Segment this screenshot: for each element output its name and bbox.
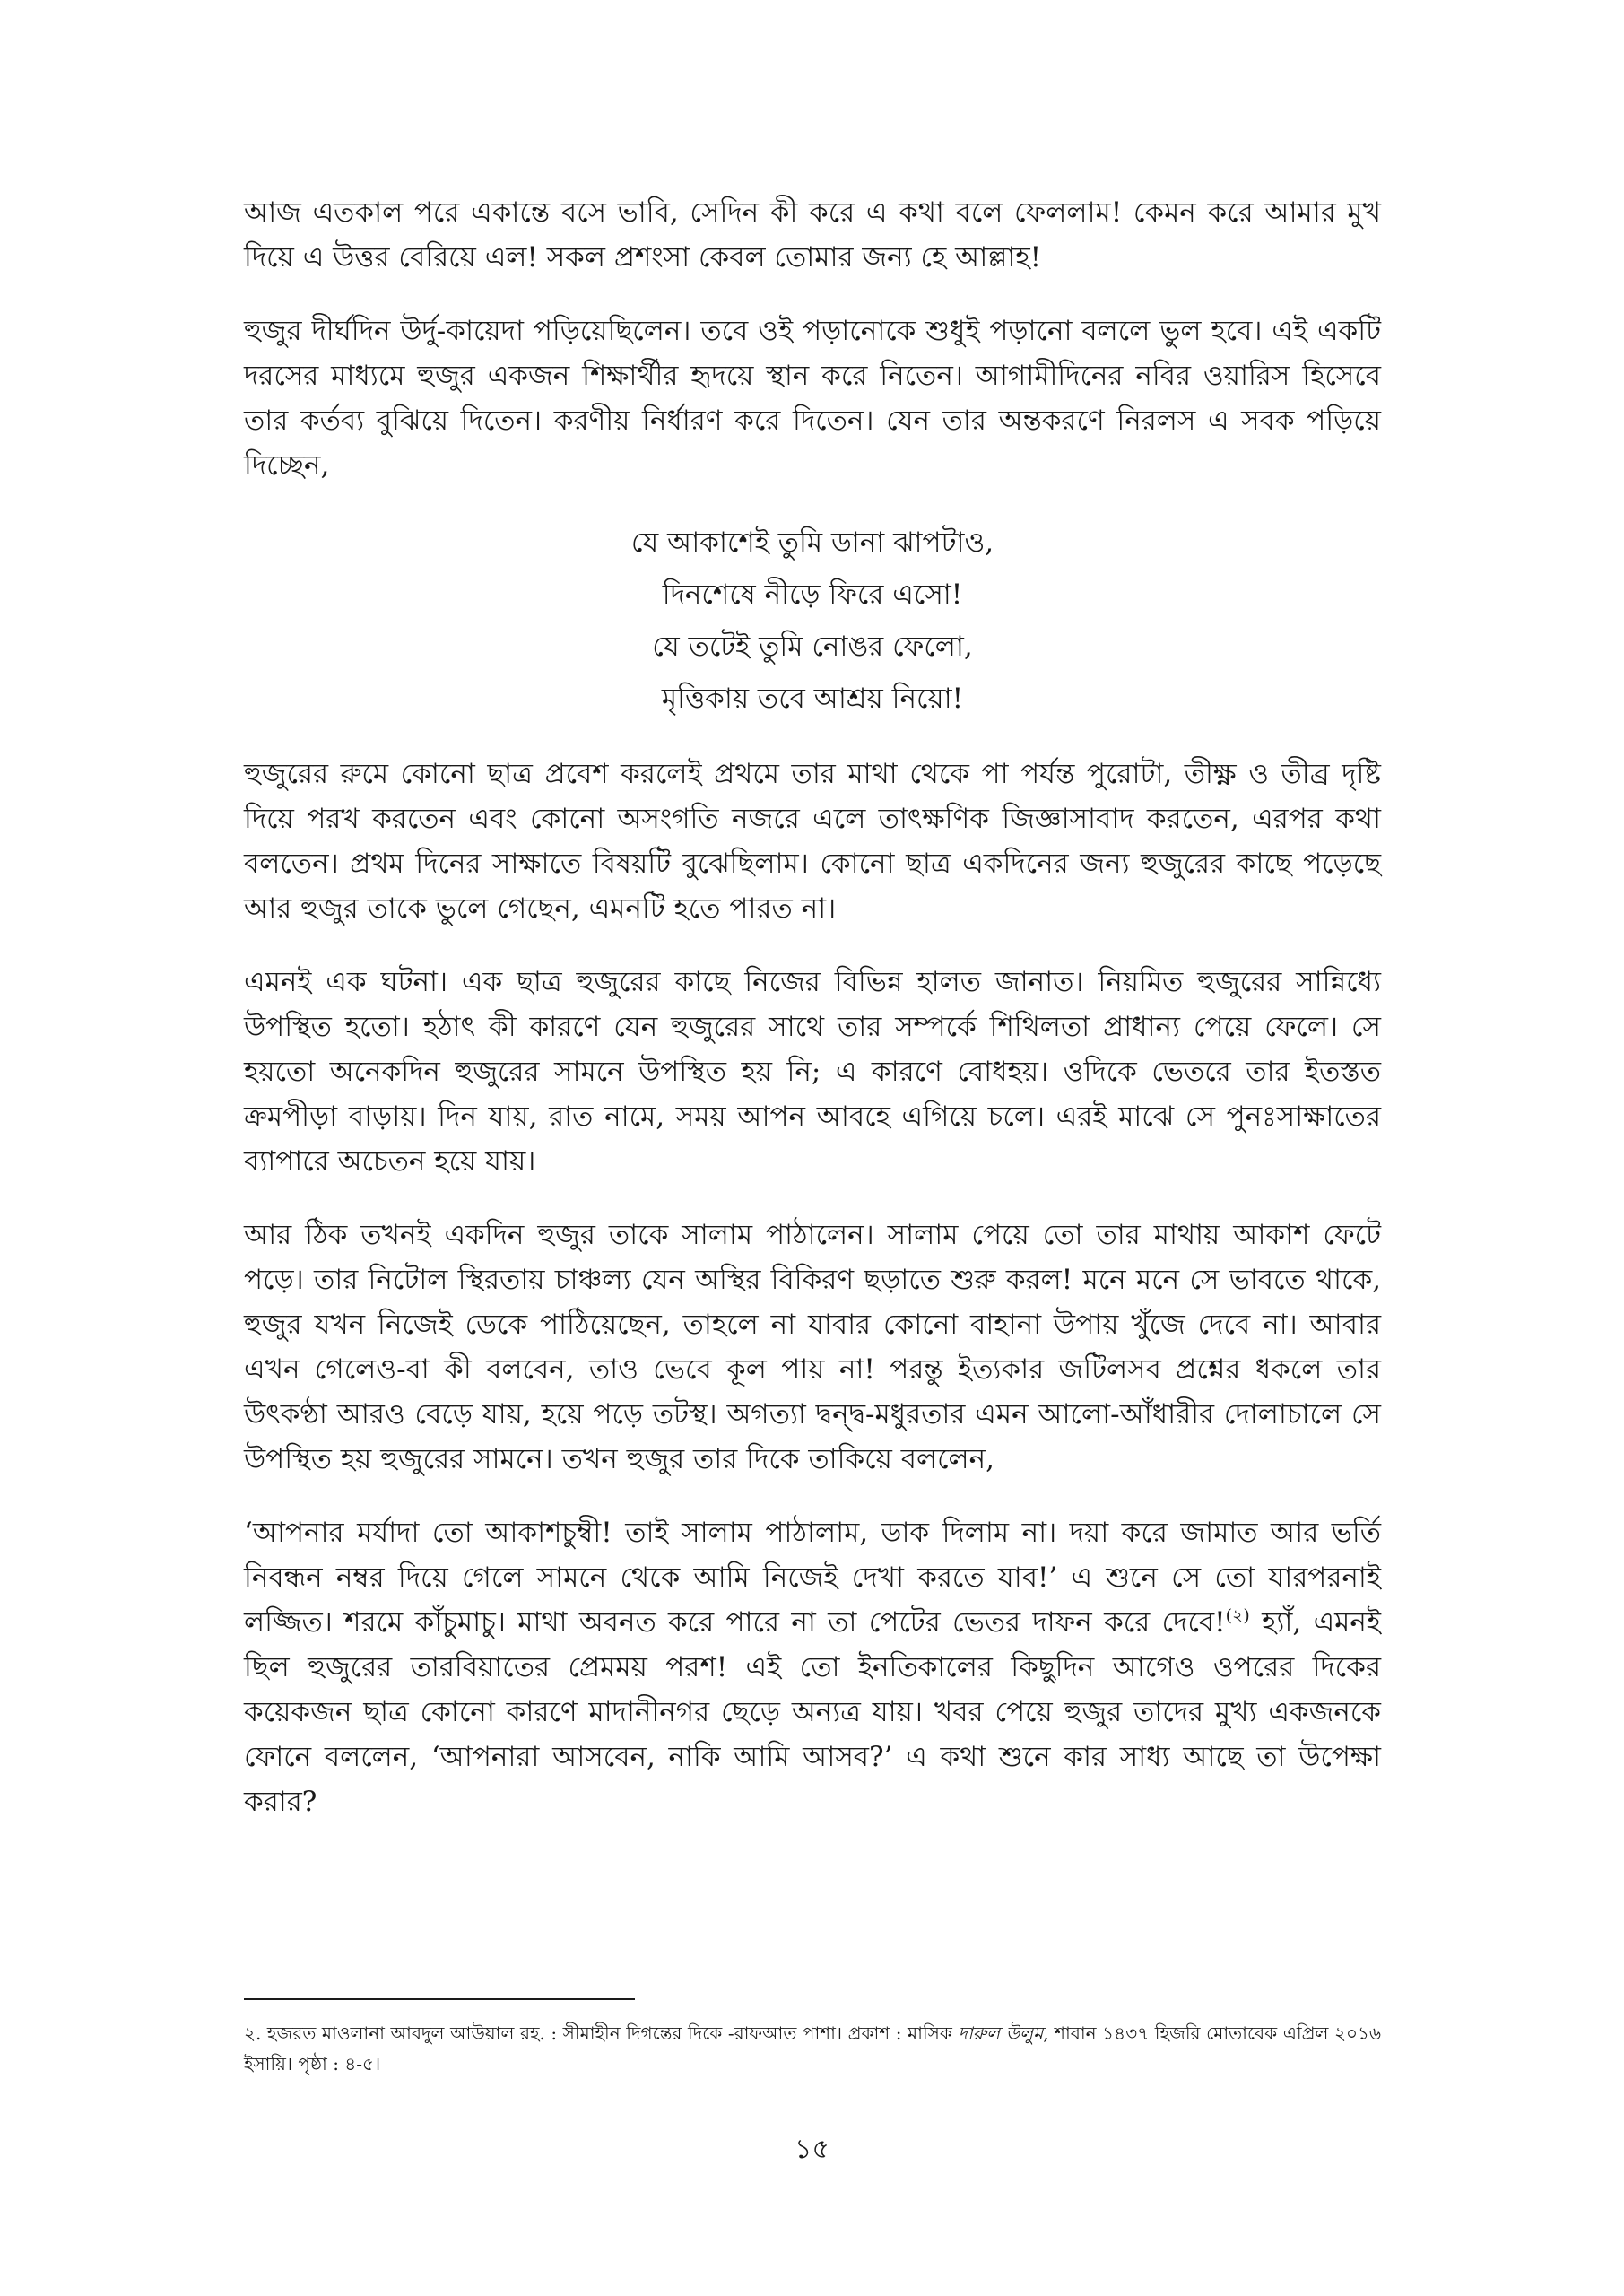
paragraph-6-end: হ্যাঁ, এমনই ছিল হুজুরের তারবিয়াতের প্রেমময় পরশ! এই তো ইনতিকালের কিছুদিন আগেও ওপরের দিকের কয়েকজন ছাত্র কোনো কারণে মাদানীনগর ছেড়ে অন্যত্র যায়। খবর পেয়ে হুজুর তাদের মুখ্য একজনকে ফোনে বললেন, ‘আপনারা আসবেন, নাকি আমি আসব?’ এ কথা শুনে কার সাধ্য আছে তা উপেক্ষা করার? xyxy=(244,1606,1381,1818)
paragraph-5: আর ঠিক তখনই একদিন হুজুর তাকে সালাম পাঠালেন। সালাম পেয়ে তো তার মাথায় আকাশ ফেটে পড়ে। তার নিটোল স্থিরতায় চাঞ্চল্য যেন অস্থির বিকিরণ ছড়াতে শুরু করল! মনে মনে সে ভাবতে থাকে, হুজুর যখন নিজেই ডেকে পাঠিয়েছেন, তাহলে না যাবার কোনো বাহানা উপায় খুঁজে দেবে না। আবার এখন গেলেও-বা কী বলবেন, তাও ভেবে কূল পায় না! পরন্তু ইত্যকার জটিলসব প্রশ্নের ধকলে তার উৎকণ্ঠা আরও বেড়ে যায়, হয়ে পড়ে তটস্থ। অগত্যা দ্বন্দ্ব-মধুরতার এমন আলো-আঁধারীর দোলাচালে সে উপস্থিত হয় হুজুরের সামনে। তখন হুজুর তার দিকে তাকিয়ে বললেন, xyxy=(244,1219,1381,1475)
poem-line-4: মৃত্তিকায় তবে আশ্রয় নিয়ো! xyxy=(661,683,964,715)
poem-line-2: দিনশেষে নীড়ে ফিরে এসো! xyxy=(662,578,963,611)
footnote-prefix: ২. হজরত মাওলানা আবদুল আউয়াল রহ. : সীমাহীন দিগন্তের দিকে -রাফআত পাশা। প্রকাশ : মাসিক xyxy=(244,2022,959,2044)
paragraph-4: এমনই এক ঘটনা। এক ছাত্র হুজুরের কাছে নিজের বিভিন্ন হালত জানাত। নিয়মিত হুজুরের সান্নিধ্যে উপস্থিত হতো। হঠাৎ কী কারণে যেন হুজুরের সাথে তার সম্পর্কে শিথিলতা প্রাধান্য পেয়ে ফেলে। সে হয়তো অনেকদিন হুজুরের সামনে উপস্থিত হয় নি; এ কারণে বোধহয়। ওদিকে ভেতরে তার ইতস্তত ক্রমপীড়া বাড়ায়। দিন যায়, রাত নামে, সময় আপন আবহে এগিয়ে চলে। এরই মাঝে সে পুনঃসাক্ষাতের ব্যাপারে অচেতন হয়ে যায়। xyxy=(244,966,1381,1178)
paragraph-6 xyxy=(244,1510,1381,1824)
footnote xyxy=(244,2018,1381,2079)
page-number: ১৫ xyxy=(795,2134,829,2165)
poem-line-3: যে তটেই তুমি নোঙর ফেলো, xyxy=(652,631,973,663)
poem-block xyxy=(244,517,1381,725)
paragraph-3: হুজুরের রুমে কোনো ছাত্র প্রবেশ করলেই প্রথমে তার মাথা থেকে পা পর্যন্ত পুরোটা, তীক্ষ্ণ ও তীব্র দৃষ্টি দিয়ে পরখ করতেন এবং কোনো অসংগতি নজরে এলে তাৎক্ষণিক জিজ্ঞাসাবাদ করতেন, এরপর কথা বলতেন। প্রথম দিনের সাক্ষাতে বিষয়টি বুঝেছিলাম। কোনো ছাত্র একদিনের জন্য হুজুরের কাছে পড়েছে আর হুজুর তাকে ভুলে গেছেন, এমনটি হতে পারত না। xyxy=(244,758,1381,925)
footnote-suffix: , শাবান ১৪৩৭ হিজরি মোতাবেক এপ্রিল ২০১৬ ইসায়ি। পৃষ্ঠা : ৪-৫। xyxy=(244,2022,1382,2074)
paragraph-1: আজ এতকাল পরে একান্তে বসে ভাবি, সেদিন কী করে এ কথা বলে ফেললাম! কেমন করে আমার মুখ দিয়ে এ উত্তর বেরিয়ে এল! সকল প্রশংসা কেবল তোমার জন্য হে আল্লাহ! xyxy=(244,196,1381,274)
footnote-reference[interactable]: (২) xyxy=(1225,1605,1250,1626)
poem-line-1: যে আকাশেই তুমি ডানা ঝাপটাও, xyxy=(630,526,994,559)
footnote-journal: দারুল উলুম xyxy=(958,2022,1044,2044)
paragraph-2: হুজুর দীর্ঘদিন উর্দু-কায়েদা পড়িয়েছিলেন। তবে ওই পড়ানোকে শুধুই পড়ানো বললে ভুল হবে। এই একটি দরসের মাধ্যমে হুজুর একজন শিক্ষার্থীর হৃদয়ে স্থান করে নিতেন। আগামীদিনের নবির ওয়ারিস হিসেবে তার কর্তব্য বুঝিয়ে দিতেন। করণীয় নির্ধারণ করে দিতেন। যেন তার অন্তকরণে নিরলস এ সবক পড়িয়ে দিচ্ছেন, xyxy=(244,315,1381,482)
paragraph-6-start: ‘আপনার মর্যাদা তো আকাশচুম্বী! তাই সালাম পাঠালাম, ডাক দিলাম না। দয়া করে জামাত আর ভর্তি নিবন্ধন নম্বর দিয়ে গেলে সামনে থেকে আমি নিজেই দেখা করতে যাব!’ এ শুনে সে তো যারপরনাই লজ্জিত। শরমে কাঁচুমাচু। মাথা অবনত করে পারে না তা পেটের ভেতর দাফন করে দেবে! xyxy=(244,1517,1381,1639)
footnote-divider xyxy=(244,1998,635,2000)
page-body xyxy=(244,190,1381,1853)
